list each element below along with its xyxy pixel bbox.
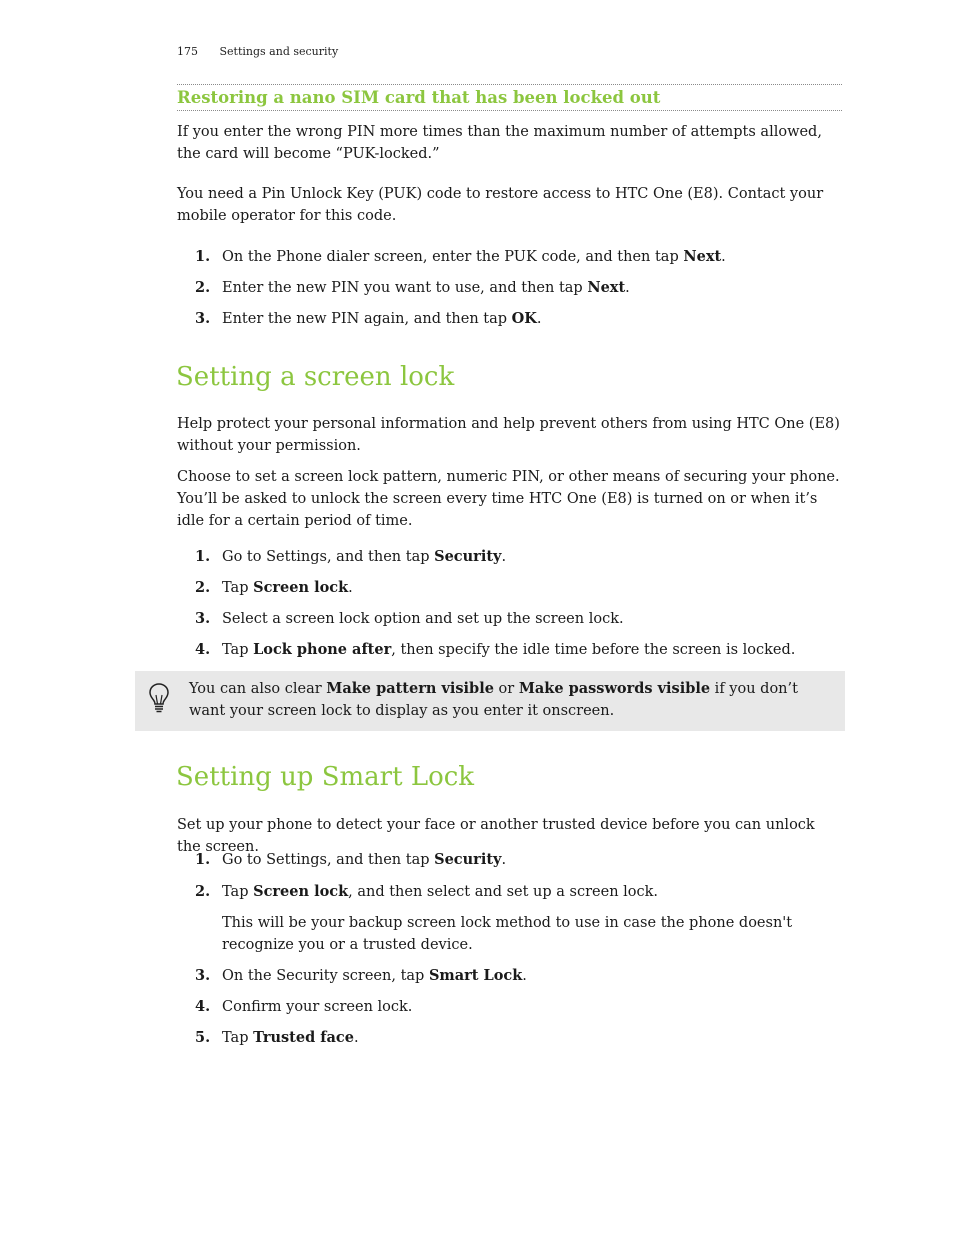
screen-lock-heading: Setting a screen lock	[176, 362, 455, 392]
page-header	[177, 45, 338, 58]
smart-lock-paragraph-1: Set up your phone to detect your face or another trusted device before you can unlock the screen.	[177, 817, 815, 855]
lightbulb-icon	[148, 682, 170, 714]
restore-paragraph-1: If you enter the wrong PIN more times than the maximum number of attempts allowed, the card will become “PUK-locked.”	[177, 124, 822, 162]
restore-sim-heading: Restoring a nano SIM card that has been locked out	[177, 88, 661, 107]
page-number: 175	[177, 45, 198, 58]
divider-bottom	[177, 110, 842, 111]
divider-top	[177, 84, 842, 85]
smart-lock-step-2-note: This will be your backup screen lock method to use in case the phone doesn't recognize you or a trusted device.	[222, 915, 793, 953]
smart-lock-heading: Setting up Smart Lock	[176, 762, 475, 792]
screen-lock-paragraph-2: Choose to set a screen lock pattern, numeric PIN, or other means of securing your phone. You’ll be asked to unlock the screen every time HTC One (E8) is turned on or when it’s idle for a certain period of time.	[177, 469, 840, 529]
tip-text: You can also clear Make pattern visible or Make passwords visible if you don’t want your screen lock to display as you enter it onscreen.	[189, 680, 798, 719]
section-title: Settings and security	[219, 45, 339, 58]
restore-paragraph-2: You need a Pin Unlock Key (PUK) code to restore access to HTC One (E8). Contact your mobile operator for this code.	[177, 186, 824, 224]
screen-lock-paragraph-1: Help protect your personal information and help prevent others from using HTC One (E8) without your permission.	[177, 416, 840, 454]
tip-box	[135, 671, 845, 731]
